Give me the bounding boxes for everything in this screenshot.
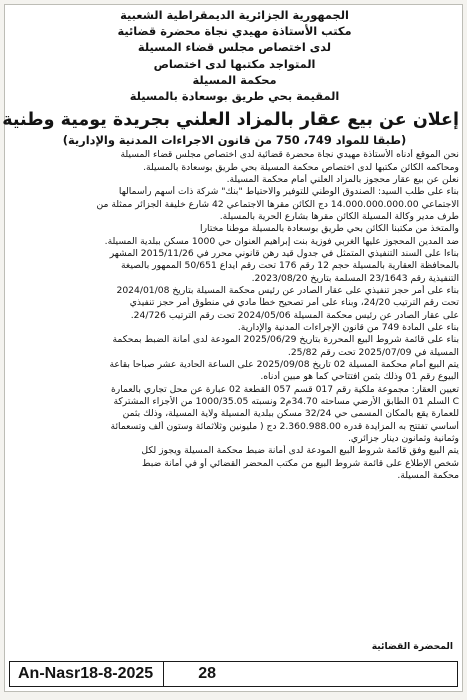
body-line: بناء على طلب السيد: الصندوق الوطني للتوفير والاحتياط "بنك" شركة ذات أسهم رأسمالها xyxy=(118,186,459,198)
notice-body xyxy=(10,149,459,482)
body-line: البيوع رقم 01 وذلك بثمن افتتاحي كما هو مبين أدناه. xyxy=(260,371,459,383)
body-line: ضد المدين المحجوز عليها الغربي فوزية بنت إبراهيم العنوان حي 1000 مسكن ببلدية المسيلة. xyxy=(104,235,459,247)
body-line: تعيين العقار: مجموعة ملكية رقم 017 قسم 057 القطعة 02 عبارة عن محل تجاري بالعمارة xyxy=(110,383,459,395)
body-line: والمتخذ من مكتبنا الكائن بحي طريق بوسعادة بالمسيلة موطنا مختارا xyxy=(200,223,459,235)
notice-title: إعلان عن بيع عقار بالمزاد العلني بجريدة يومية وطنية xyxy=(2,110,459,131)
body-line: نعلن عن بيع عقار محجوز بالمزاد العلني أمام محكمة المسيلة. xyxy=(226,173,459,185)
header-line: مكتب الأستاذة مهيدي نجاة محضرة قضائية xyxy=(117,24,352,39)
body-line: يتم البيع وفق قائمة شروط البيع المودعة لدى أمانة ضبط محكمة المسيلة ويجوز لكل xyxy=(141,445,459,457)
header-line: المقيمة بحي طريق بوسعادة بالمسيلة xyxy=(129,89,340,104)
body-line: الاجتماعي 14.000.000.000.00 دج الكائن مقرها الاجتماعي 42 شارع خليفة الجزائر ممثلة من xyxy=(96,198,459,210)
body-line: C السلم 01 الطابق الأرضي مساحته 34.70م2 ونسبته 1000/35.05 من الأجزاء المشتركة xyxy=(113,396,459,408)
page-number: 28 xyxy=(198,665,216,682)
body-line: بالمحافظة العقارية بالمسيلة حجم 12 رقم 176 تحت رقم ايداع 50/651 الممهور بالصيغة xyxy=(121,260,459,272)
header-line: المتواجد مكتبها لدى اختصاص xyxy=(153,56,316,71)
auction-notice xyxy=(2,7,459,657)
body-line: للعمارة يقع بالمكان المسمى حي 32/24 مسكن ببلدية المسيلة ولاية المسيلة، وذلك بثمن xyxy=(122,408,459,420)
signature: المحضرة القضائية xyxy=(371,641,453,652)
notice-subtitle: (طبقا للمواد 749، 750 من قانون الاجراءات المدنية والإدارية) xyxy=(62,133,407,148)
body-line: على عقار الصادر عن رئيس محكمة المسيلة 2024/05/06 تحت رقم الترتيب 24/726. xyxy=(130,309,459,321)
body-line: بناء على أمر حجز تنفيذي على عقار الصادر عن رئيس محكمة المسيلة بتاريخ 2024/01/08 xyxy=(116,285,459,296)
body-line: محكمة المسيلة. xyxy=(397,470,459,482)
publication-date: An-Nasr18-8-2025 xyxy=(18,665,154,682)
body-line: بناء على قائمة شروط البيع المحررة بتاريخ 2025/06/29 المودعة لدى أمانة الضبط بمحكمة xyxy=(112,334,459,346)
body-line: ومحاكمه الكائن مكتبها لدى اختصاص محكمة المسيلة بحي طريق بوسعادة بالمسيلة. xyxy=(143,161,459,173)
body-line: يتم البيع أمام محكمة المسيلة 02 تاريخ 2025/09/08 على الساعة الحادية عشر صباحا بقاعة xyxy=(109,359,459,371)
body-line: بناء على المادة 749 من قانون الإجراءات المدنية والإدارية. xyxy=(237,322,459,334)
header-line: محكمة المسيلة xyxy=(192,72,277,87)
body-line: أساسي تفتتح به المزايدة قدره 2.360.988.00 دج ( مليونين وثلاثمائة وستون ألف وتسعمائة xyxy=(110,420,459,432)
body-line: وثمانية وثمانون دينار جزائري. xyxy=(348,433,459,445)
body-line: شخص الإطلاع على قائمة شروط البيع من مكتب المحضر القضائي أو في أمانة ضبط xyxy=(142,457,459,469)
body-line: بناءا على السند التنفيذي المتمثل في جدول قيد رهن قانوني محرر في 2015/11/26 المشهر xyxy=(109,247,459,259)
body-line: التنفيذية رقم 23/1643 المسلمة بتاريخ 2023/08/20. xyxy=(251,272,459,284)
notice-header xyxy=(10,7,459,104)
header-line: الجمهورية الجزائرية الديمقراطية الشعبية xyxy=(120,8,349,22)
body-line: طرف مدير وكالة المسيلة الكائن مقرها بشارع الحرية بالمسيلة. xyxy=(219,210,459,222)
body-line: المسيلة في 2025/07/09 تحت رقم 25/82. xyxy=(287,346,459,358)
body-line: تحت رقم الترتيب 24/20، وبناء على أمر تصحيح خطأ مادي في منطوق أمر حجز تنفيذي xyxy=(129,297,459,309)
newspaper-page xyxy=(4,4,463,692)
body-line: نحن الموقع أدناه الأستاذة مهيدي نجاة محضرة قضائية لدى اختصاص مجلس قضاء المسيلة xyxy=(120,149,459,161)
page-footer xyxy=(9,661,458,687)
header-line: لدى اختصاص مجلس قضاء المسيلة xyxy=(137,40,332,55)
